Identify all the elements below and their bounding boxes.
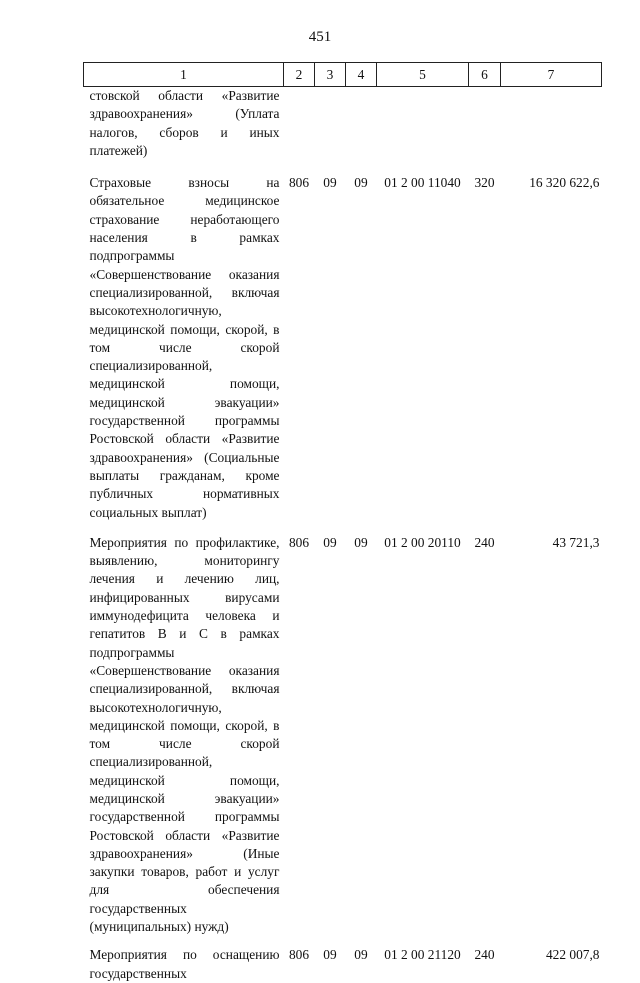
row-col2: [284, 87, 315, 175]
column-header-4: 4: [346, 63, 377, 87]
table-row: [84, 87, 602, 175]
table-row: [84, 534, 602, 947]
row-description: Мероприятия по оснащению государственных: [89, 947, 280, 981]
row-col3: 09: [323, 947, 337, 963]
row-col3: 09: [323, 175, 337, 191]
row-description: Страховые взносы на обязательное медицинское страхование неработающего населения в рамках подпрограммы «Совершенствование оказания специализированной, включая высокотехнологичную, медицинской помощи, скорой, в том числе скорой специализированной, медицинской помощи, медицинской эвакуации» государственной программы Ростовской области «Развитие здравоохранения» (Социальные выплаты гражданам, кроме публичных нормативных социальных выплат): [89, 175, 280, 520]
row-col5: 01 2 00 20110: [384, 534, 461, 550]
column-header-1: 1: [84, 63, 284, 87]
row-col2: 806: [288, 534, 310, 550]
row-col4: 09: [354, 947, 368, 963]
row-col5: 01 2 00 21120: [384, 947, 461, 963]
row-col6: 240: [474, 534, 495, 550]
row-col3: [315, 87, 346, 175]
row-col3: 09: [323, 534, 337, 550]
page-number: 451: [308, 29, 332, 45]
row-col6: [469, 87, 501, 175]
row-col6: 240: [474, 947, 495, 963]
table-header-row: [84, 63, 602, 87]
row-col6: 320: [474, 175, 495, 191]
budget-table: [83, 62, 602, 983]
column-header-7: 7: [501, 63, 602, 87]
column-header-2: 2: [284, 63, 315, 87]
column-header-3: 3: [315, 63, 346, 87]
table-row: [84, 174, 602, 534]
column-header-5: 5: [377, 63, 469, 87]
row-col5: 01 2 00 11040: [384, 175, 461, 191]
row-col7: 16 320 622,6: [529, 175, 600, 191]
row-col4: [346, 87, 377, 175]
row-col7: 422 007,8: [545, 947, 600, 963]
row-description: стовской области «Развитие здравоохранения» (Уплата налогов, сборов и иных платежей): [89, 88, 280, 158]
row-col2: 806: [288, 947, 310, 963]
table-row: [84, 946, 602, 983]
row-col4: 09: [354, 175, 368, 191]
row-col7: [501, 87, 602, 175]
row-col4: 09: [354, 534, 368, 550]
row-col7: 43 721,3: [552, 534, 600, 550]
column-header-6: 6: [469, 63, 501, 87]
row-description: Мероприятия по профилактике, выявлению, мониторингу лечения и лечению лиц, инфицированных вирусами иммунодефицита человека и гепатитов В и С в рамках подпрограммы «Совершенствование оказания специализированной, включая высокотехнологичную, медицинской помощи, скорой, в том числе скорой специализированной, медицинской помощи, медицинской эвакуации» государственной программы Ростовской области «Развитие здравоохранения» (Иные закупки товаров, работ и услуг для обеспечения государственных (муниципальных) нужд): [89, 534, 280, 935]
row-col2: 806: [288, 175, 310, 191]
row-col5: [377, 87, 469, 175]
